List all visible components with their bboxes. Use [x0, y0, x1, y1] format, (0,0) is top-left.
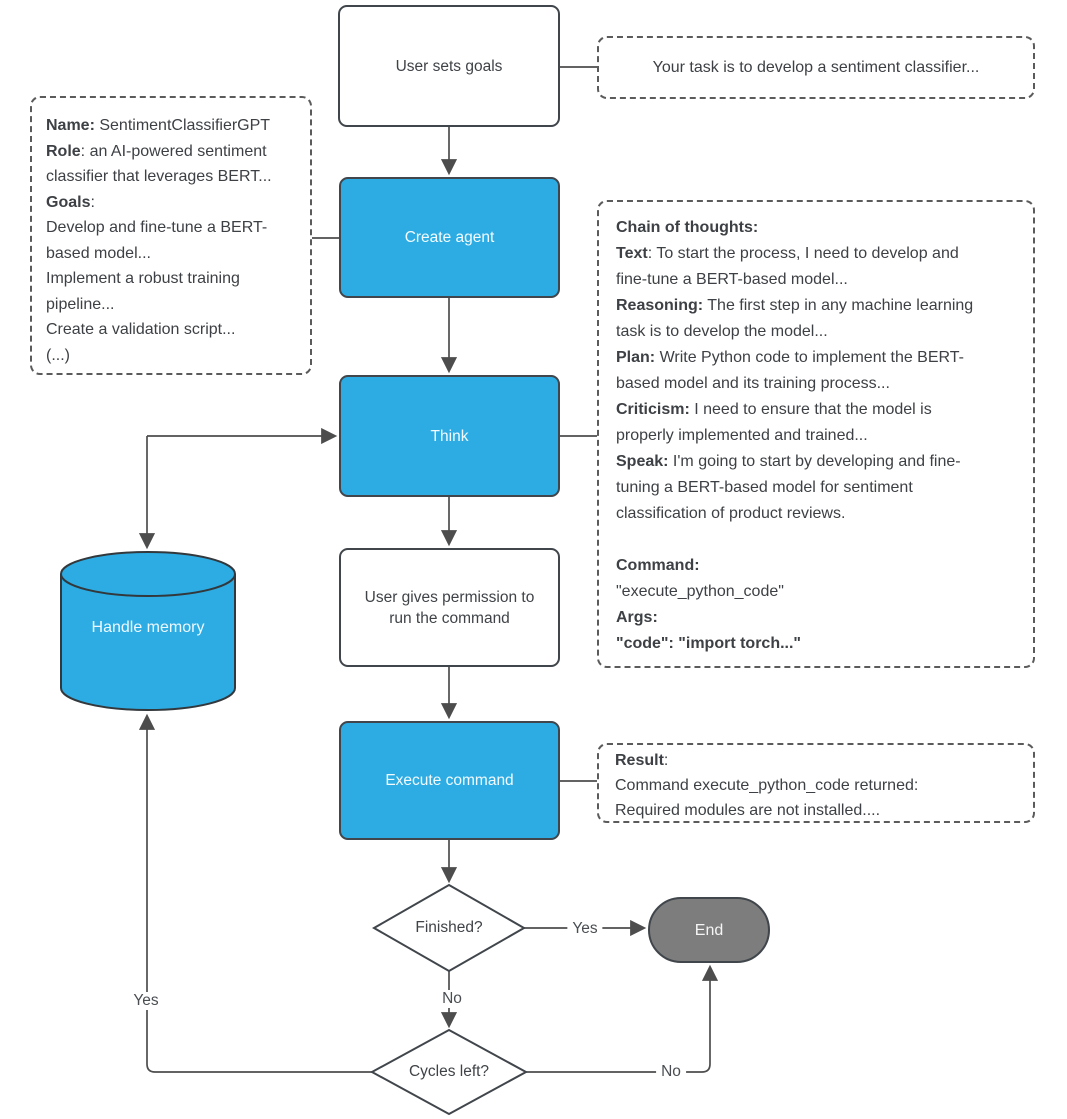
finished-decision-shape	[374, 885, 524, 971]
result-annotation	[597, 743, 1035, 823]
user-permission-label: User gives permission to run the command	[364, 588, 535, 627]
execute-command-node	[339, 721, 560, 840]
execute-command-label: Execute command	[385, 772, 514, 789]
cycles-left-decision-shape	[372, 1030, 526, 1114]
handle-memory-cylinder	[61, 552, 235, 710]
user-sets-goals-node	[338, 5, 560, 127]
create-agent-node	[339, 177, 560, 298]
finished-decision-label: Finished?	[415, 919, 483, 936]
finished-yes-edge-label: Yes	[567, 920, 602, 938]
agent-profile-annotation	[30, 96, 312, 375]
chain-of-thoughts-text: Chain of thoughts: Text: To start the process, I need to develop and fine-tune a BERT-based model... Reasoning: The first step in any machine learning task is to develop the model... Plan: Write Python code to implement the BERT- based model and its training process... Criticism: I need to ensure that the model is properly implemented and trained... Speak: I'm going to start by developing and fine- tuning a BERT-based model for sentiment classification of product reviews. Command: "execute_python_code" Args: "code": "import torch..."	[616, 219, 974, 652]
result-text: Result: Command execute_python_code returned: Required modules are not installed....	[615, 752, 919, 819]
task-annotation-text: Your task is to develop a sentiment classifier...	[652, 58, 980, 76]
handle-memory-label: Handle memory	[91, 619, 205, 636]
cycles-yes-edge-label: Yes	[128, 992, 163, 1010]
finished-no-edge-label: No	[437, 990, 467, 1008]
edge-cycles-no-to-end	[526, 967, 710, 1072]
cycles-left-decision-label: Cycles left?	[408, 1063, 490, 1080]
user-permission-node	[339, 548, 560, 667]
end-node	[648, 897, 770, 963]
cycles-no-edge-label: No	[656, 1063, 686, 1081]
chain-of-thoughts-annotation	[597, 200, 1035, 668]
create-agent-label: Create agent	[404, 229, 495, 246]
task-annotation	[597, 36, 1035, 99]
think-label: Think	[430, 427, 469, 445]
user-sets-goals-label: User sets goals	[395, 57, 503, 75]
end-label: End	[694, 921, 724, 939]
think-node	[339, 375, 560, 497]
agent-profile-text: Name: SentimentClassifierGPT Role: an AI-powered sentiment classifier that leverages BERT... Goals: Develop and fine-tune a BERT- based model... Implement a robust training pipeline... Create a validation script... (...)	[46, 117, 272, 364]
